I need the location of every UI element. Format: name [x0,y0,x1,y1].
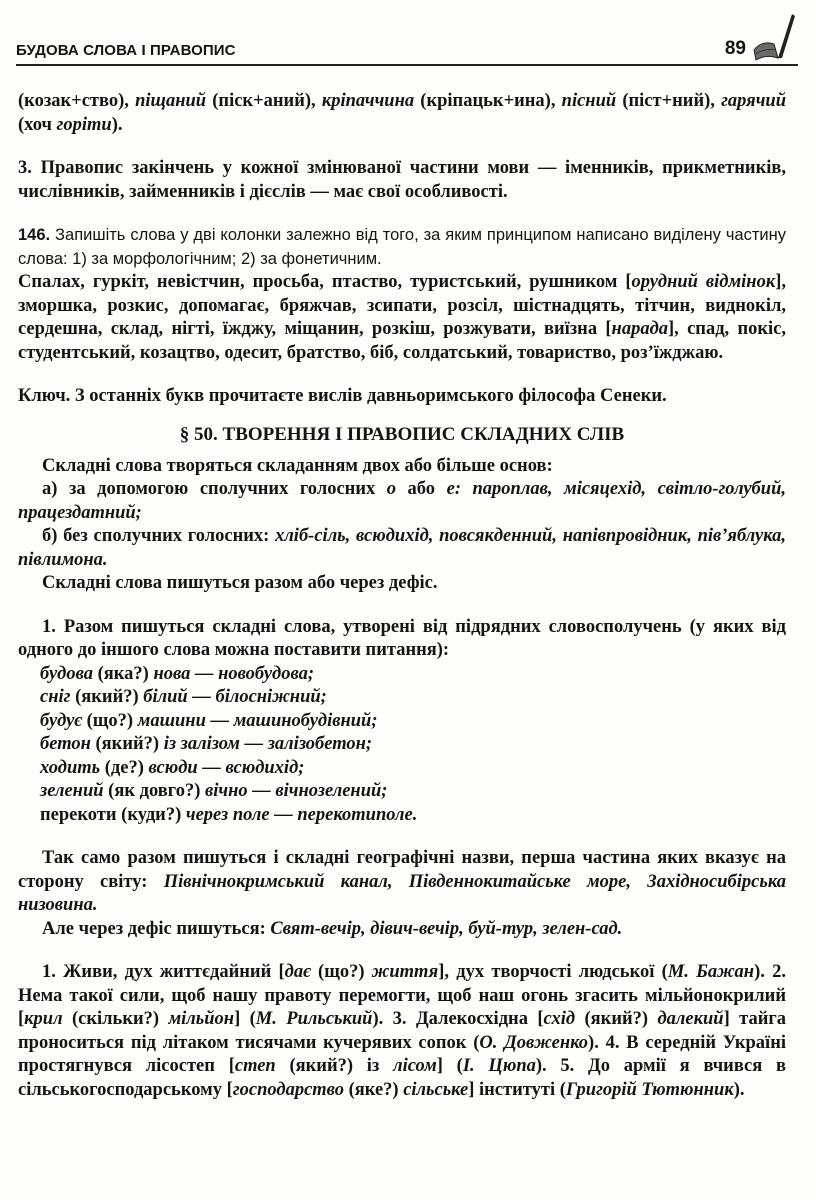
rule-1-example: бетон (який?) із залізом — залізобетон; [40,734,373,754]
scroll-quill-icon [748,10,798,64]
rule-1: 1. Разом пишуться складні слова, утворені від підрядних словосполучень (у яких від одного до іншого слова можна поставити питання): [18,616,786,660]
intro-paragraph: Складні слова творяться складанням двох або більше основ: [42,455,553,476]
rule-1-example: будує (що?) машини — машинобудівний; [40,710,378,731]
exercise-146-words: Спалах, гуркіт, невістчин, просьба, птаство, туристський, рушником [орудний відмінок], зморшка, розкис, допомагає, бряжчав, зсипати, розсіл, шістнадцять, тітчин, виднокіл, сердешна, склад, нігті, їжджу, міщанин, розкіш, розжувати, виїзна [нарада], спад, покіс, студентський, козацтво, одесит, братство, біб, солдатський, товариство, роз’їжджаю. [18,272,787,363]
geographic-names-rule: Так само разом пишуться і складні географічні назви, перша частина яких вказує на сторону світу: Північнокримський канал, Південнокитайське море, Західносибірська низовина. [18,848,787,915]
intro-item-b: б) без сполучних голосних: хліб-сіль, всюдихід, повсякденний, напівпровідник, пів’яблука, півлимона. [18,526,786,570]
section-title: БУДОВА СЛОВА І ПРАВОПИС [16,42,236,59]
quotations-block: 1. Живи, дух життєдайний [дає (що?) життя], дух творчості людської (М. Бажан). 2. Нема такої сили, щоб нашу правоту перемогти, щоб наш огонь згасить мільйонокрилий [крил (скільки?) мільйон] (М. Рильський). 3. Далекосхідна [схід (який?) далекий] тайга проноситься під літаком тисячами кучерявих сопок (О. Довженко). 4. В середній Україні простягнувся лісостеп [степ (який?) із лісом] (І. Цюпа). 5. До армії я вчився в сільськогосподарському [господарство (яке?) сільське] інституті (Григорій Тютюнник). [18,962,787,1100]
intro-item-a: а) за допомогою сполучних голосних о або е: пароплав, місяцехід, світло-голубий, працездатний; [18,479,786,523]
continued-paragraph: (козак+ство), піщаний (піск+аний), кріпаччина (кріпацьк+ина), пісний (піст+ний), гарячий (хоч горіти). [18,91,786,135]
rule-1-example: будова (яка?) нова — новобудова; [40,663,315,684]
page-body [18,90,786,1102]
exercise-key: Ключ. З останніх букв прочитаєте вислів давньоримського філософа Сенеки. [18,386,667,406]
intro-note: Складні слова пишуться разом або через дефіс. [42,573,438,593]
section-50-heading: § 50. ТВОРЕННЯ І ПРАВОПИС СКЛАДНИХ СЛІВ [179,423,625,445]
rule-1-example: сніг (який?) білий — білосніжний; [40,687,327,707]
rule-1-example: зелений (як довго?) вічно — вічнозелений; [40,781,388,801]
rule-1-example: ходить (де?) всюди — всюдихід; [40,757,305,778]
rule-1-example: перекоти (куди?) через поле — перекотиполе. [40,804,418,825]
rule-3: 3. Правопис закінчень у кожної змінюваної частини мови — іменників, прикметників, числівників, займенників і дієслів — має свої особливості. [18,158,786,202]
page-number: 89 [724,38,746,59]
exercise-146-task: 146. Запишіть слова у дві колонки залежно від того, за яким принципом написано виділену частину слова: 1) за морфологічним; 2) за фонетичним. [18,226,786,268]
hyphen-rule: Але через дефіс пишуться: Свят-вечір, дівич-вечір, буй-тур, зелен-сад. [42,918,623,939]
page-header [16,38,798,66]
